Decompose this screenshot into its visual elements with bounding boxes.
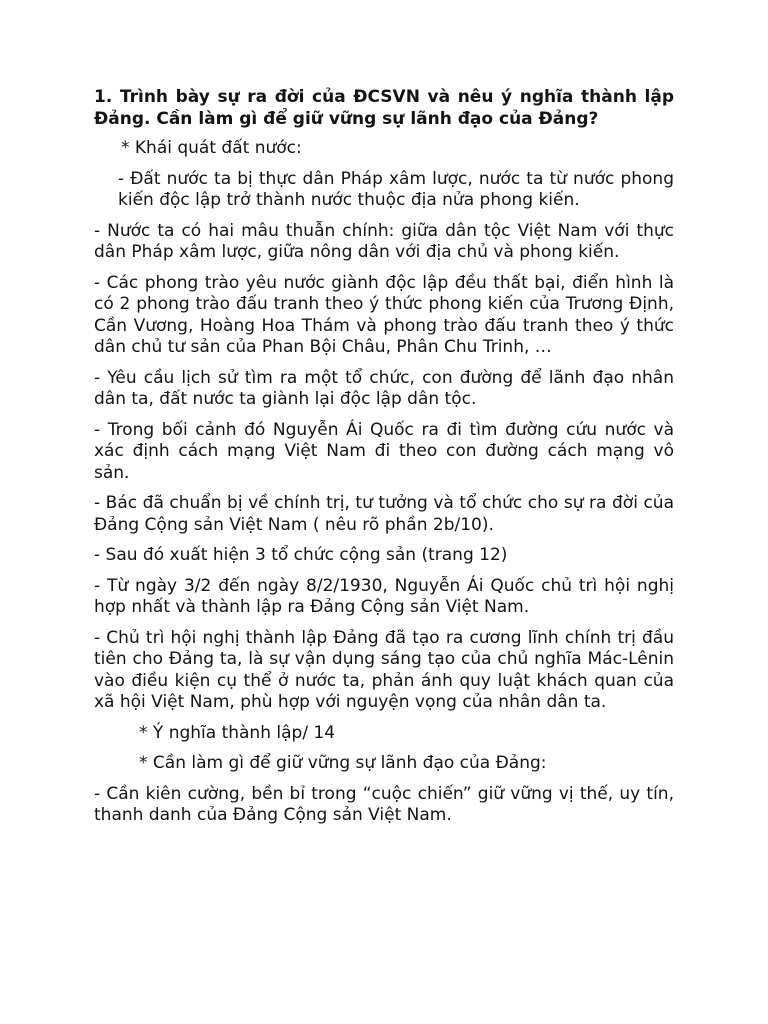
paragraph: - Trong bối cảnh đó Nguyễn Ái Quốc ra đi tìm đường cứu nước và xác định cách mạng Việt Nam đi theo con đường cách mạng vô sản. <box>94 419 674 483</box>
paragraph: - Các phong trào yêu nước giành độc lập đều thất bại, điển hình là có 2 phong trào đấu tranh theo ý thức phong kiến của Trương Định, Cần Vương, Hoàng Hoa Thám và phong trào đấu tranh theo ý thức dân chủ tư sản của Phan Bội Châu, Phân Chu Trinh, … <box>94 272 674 357</box>
paragraph: - Nước ta có hai mâu thuẫn chính: giữa dân tộc Việt Nam với thực dân Pháp xâm lược, giữa nông dân với địa chủ và phong kiến. <box>94 220 674 262</box>
paragraph: - Yêu cầu lịch sử tìm ra một tổ chức, con đường để lãnh đạo nhân dân ta, đất nước ta giành lại độc lập dân tộc. <box>94 367 674 409</box>
paragraph: - Từ ngày 3/2 đến ngày 8/2/1930, Nguyễn Ái Quốc chủ trì hội nghị hợp nhất và thành lập ra Đảng Cộng sản Việt Nam. <box>94 575 674 617</box>
paragraph: - Bác đã chuẩn bị về chính trị, tư tưởng và tổ chức cho sự ra đời của Đảng Cộng sản Việt Nam ( nêu rõ phần 2b/10). <box>94 493 674 535</box>
paragraph: - Cần kiên cường, bền bỉ trong “cuộc chiến” giữ vững vị thế, uy tín, thanh danh của Đảng Cộng sản Việt Nam. <box>94 783 674 825</box>
document-page <box>94 86 674 836</box>
section-heading-overview: * Khái quát đất nước: <box>121 138 302 158</box>
question-title: 1. Trình bày sự ra đời của ĐCSVN và nêu ý nghĩa thành lập Đảng. Cần làm gì để giữ vững sự lãnh đạo của Đảng? <box>94 87 674 129</box>
paragraph: - Đất nước ta bị thực dân Pháp xâm lược, nước ta từ nước phong kiến độc lập trở thành nước thuộc địa nửa phong kiến. <box>118 168 674 210</box>
paragraph: - Chủ trì hội nghị thành lập Đảng đã tạo ra cương lĩnh chính trị đầu tiên cho Đảng ta, là sự vận dụng sáng tạo của chủ nghĩa Mác-Lênin vào điều kiện cụ thể ở nước ta, phản ánh quy luật khách quan của xã hội Việt Nam, phù hợp với nguyện vọng của nhân dân ta. <box>94 627 674 712</box>
section-heading-significance: * Ý nghĩa thành lập/ 14 <box>139 722 336 743</box>
section-heading-leadership: * Cần làm gì để giữ vững sự lãnh đạo của Đảng: <box>139 753 547 773</box>
paragraph: - Sau đó xuất hiện 3 tổ chức cộng sản (trang 12) <box>94 545 508 565</box>
